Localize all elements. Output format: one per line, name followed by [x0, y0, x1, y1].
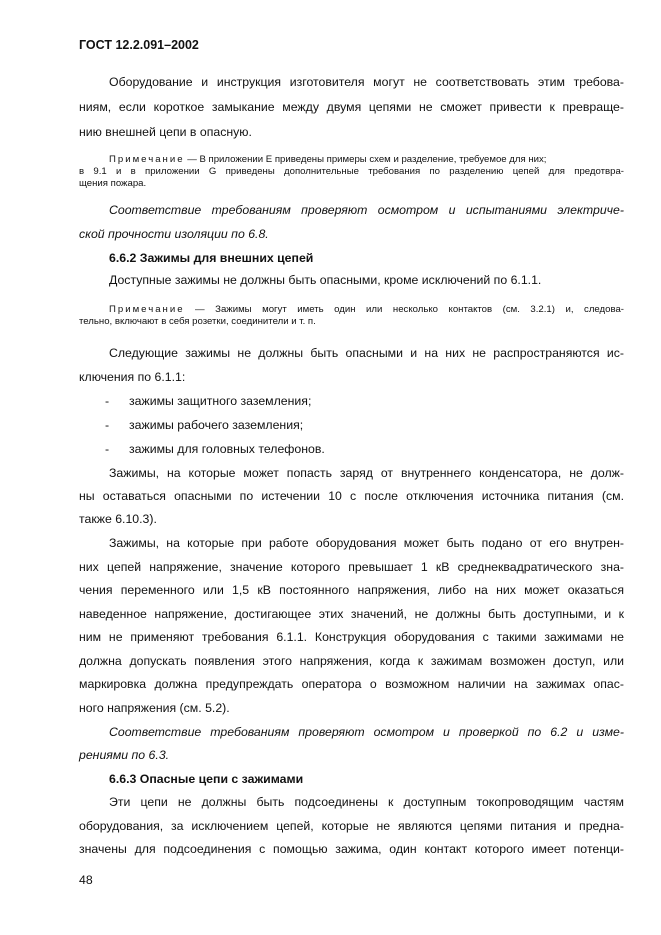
note-label: Примечание — [109, 154, 185, 165]
compliance-line: Соответствие требованиям проверяют осмотром и испытаниями электриче- — [109, 203, 624, 217]
compliance-line: ской прочности изоляции по 6.8. — [79, 227, 269, 241]
paragraph-line: должна допускать появления этого напряжения, когда к зажимам возможен доступ, или — [79, 654, 624, 668]
note-text: — Зажимы могут иметь один или несколько контактов (см. 3.2.1) и, следова- — [184, 304, 624, 315]
paragraph-line: маркировка должна предупреждать оператора о возможном наличии на зажимах опас- — [79, 677, 624, 691]
paragraph-line: Доступные зажимы не должны быть опасными, кроме исключений по 6.1.1. — [109, 273, 542, 287]
paragraph-line: Зажимы, на которые может попасть заряд от внутреннего конденсатора, не долж- — [109, 466, 624, 480]
paragraph-line: Зажимы, на которые при работе оборудования может быть подано от его внутрен- — [109, 536, 624, 550]
paragraph-line: ним не применяют требования 6.1.1. Конструкция оборудования с такими зажимами не — [79, 630, 624, 644]
section-heading: 6.6.2 Зажимы для внешних цепей — [109, 251, 314, 265]
list-item — [105, 441, 325, 457]
paragraph-line: наведенное напряжение, достигающее этих значений, не должны быть доступными, и к — [79, 607, 624, 621]
paragraph-line: ниям, если короткое замыкание между двумя цепями не сможет привести к превраще- — [79, 100, 624, 114]
document-header: ГОСТ 12.2.091–2002 — [79, 38, 199, 52]
list-item-text: зажимы рабочего заземления; — [129, 418, 304, 432]
paragraph-line: нию внешней цепи в опасную. — [79, 125, 252, 139]
note-line: в 9.1 и в приложении G приведены дополнительные требования по разделению цепей для предотвра- — [79, 166, 624, 177]
note-line — [79, 154, 624, 166]
paragraph-line: чения переменного или 1,5 кВ постоянного напряжения, либо на них может оказаться — [79, 583, 624, 597]
paragraph-line: Оборудование и инструкция изготовителя могут не соответствовать этим требова- — [109, 75, 624, 89]
paragraph-line: также 6.10.3). — [79, 512, 157, 526]
paragraph-line: ны оставаться опасными по истечении 10 с после отключения источника питания (см. — [79, 489, 624, 503]
paragraph-line: ключения по 6.1.1: — [79, 370, 186, 384]
note-line — [79, 304, 624, 316]
paragraph-line: Эти цепи не должны быть подсоединены к доступным токопроводящим частям — [109, 795, 624, 809]
note-label: Примечание — [109, 304, 185, 315]
compliance-line: рениями по 6.3. — [79, 748, 170, 762]
compliance-line: Соответствие требованиям проверяют осмотром и проверкой по 6.2 и изме- — [109, 725, 624, 739]
bullet-dash: - — [105, 442, 110, 456]
paragraph-line: них цепей напряжение, значение которого превышает 1 кВ среднеквадратического зна- — [79, 560, 624, 574]
bullet-dash: - — [105, 418, 110, 432]
list-item — [105, 393, 311, 409]
list-item-text: зажимы для головных телефонов. — [129, 442, 325, 456]
note-line: тельно, включают в себя розетки, соединители и т. п. — [79, 316, 316, 327]
page-number: 48 — [79, 873, 93, 887]
note-line: щения пожара. — [79, 178, 147, 189]
paragraph-line: Следующие зажимы не должны быть опасными и на них не распространяются ис- — [109, 346, 624, 360]
list-item — [105, 417, 303, 433]
section-heading: 6.6.3 Опасные цепи с зажимами — [109, 772, 304, 786]
paragraph-line: ного напряжения (см. 5.2). — [79, 701, 230, 715]
bullet-dash: - — [105, 394, 110, 408]
paragraph-line: оборудования, за исключением цепей, которые не являются цепями питания и предна- — [79, 819, 624, 833]
paragraph-line: значены для подсоединения с помощью зажима, один контакт которого имеет потенци- — [79, 842, 624, 856]
list-item-text: зажимы защитного заземления; — [129, 394, 312, 408]
note-text: — В приложении Е приведены примеры схем и разделение, требуемое для них; — [184, 154, 547, 165]
